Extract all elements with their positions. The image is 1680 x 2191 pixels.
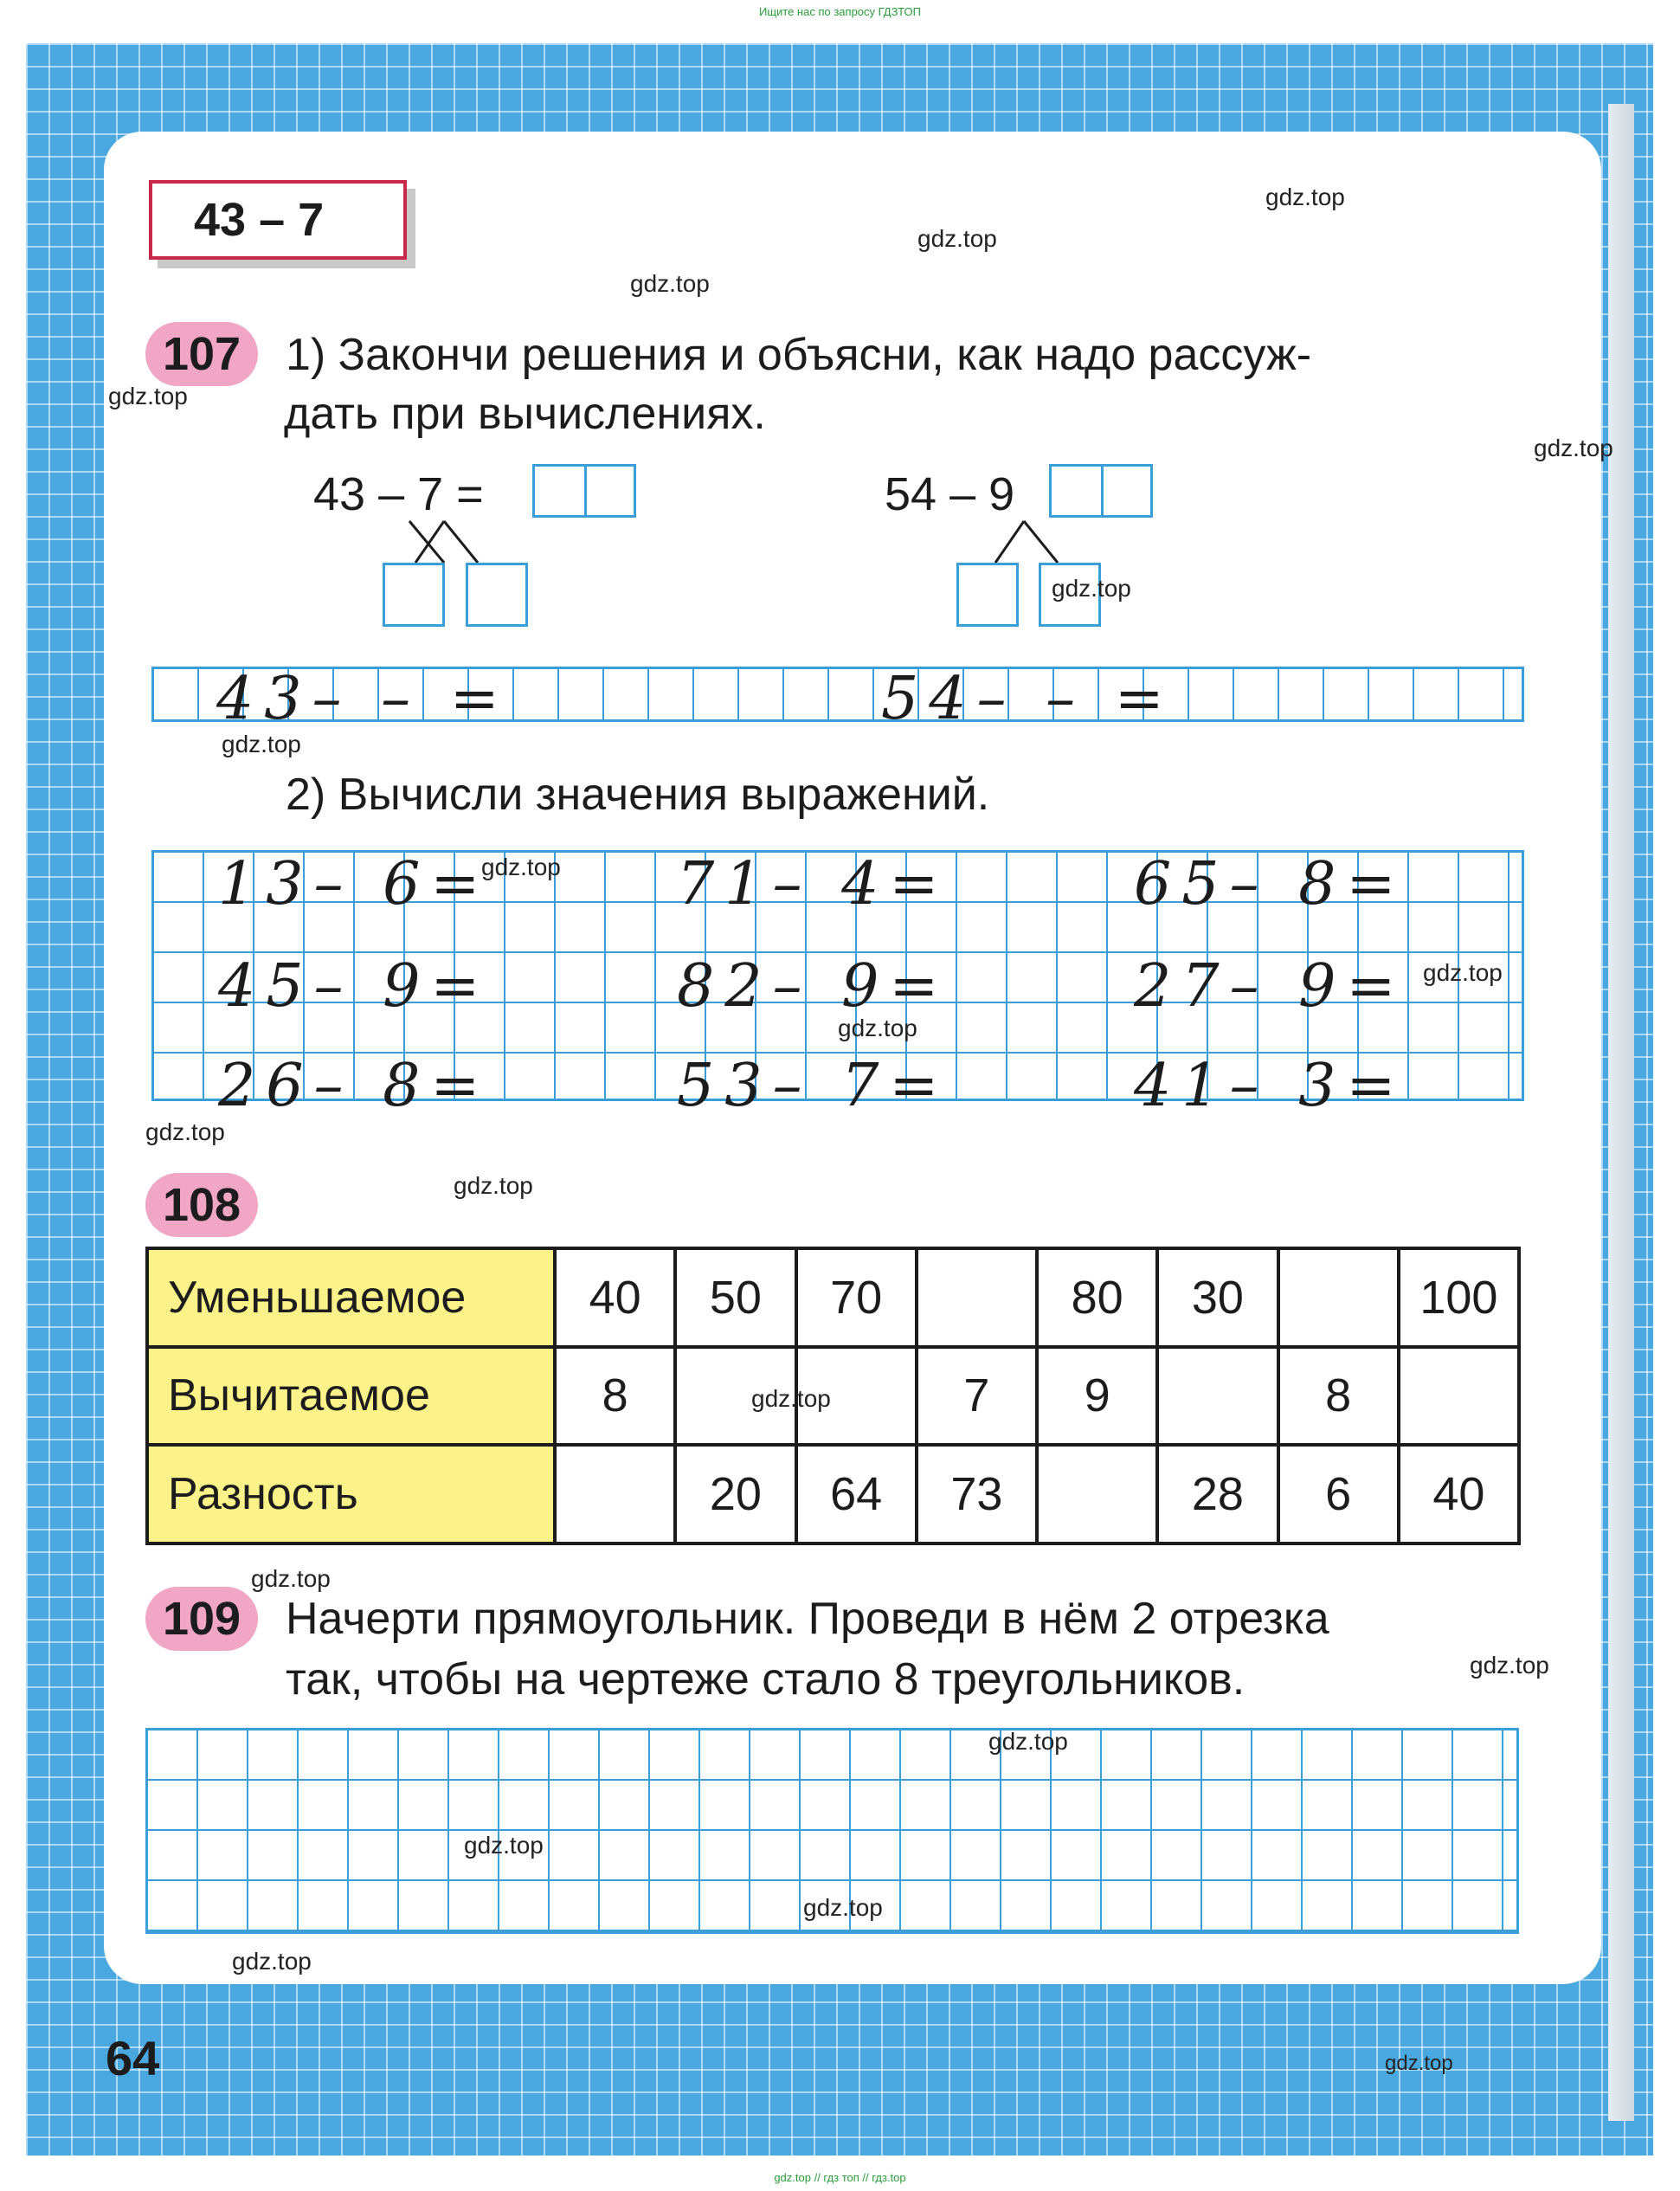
task-107-instruction-2: дать при вычислениях. bbox=[284, 389, 766, 439]
hand-a: 43– – = bbox=[216, 665, 510, 733]
watermark: gdz.top bbox=[454, 1172, 533, 1199]
watermark: gdz.top bbox=[1470, 1652, 1549, 1679]
task-107-badge: 107 bbox=[145, 322, 258, 386]
watermark: gdz.top bbox=[1265, 184, 1345, 210]
topic-title: 43 – 7 bbox=[149, 180, 407, 260]
table-cell[interactable]: 40 bbox=[555, 1248, 675, 1347]
subtask-2-title: 2) Вычисли значения выражений. bbox=[286, 770, 990, 820]
watermark: gdz.top bbox=[108, 383, 188, 409]
top-note: Ищите нас по запросу ГДЗТОП bbox=[758, 5, 921, 18]
watermark: gdz.top bbox=[1534, 435, 1613, 461]
watermark: gdz.top bbox=[222, 731, 301, 757]
table-cell[interactable]: 28 bbox=[1157, 1445, 1278, 1543]
table-cell[interactable] bbox=[1399, 1347, 1519, 1446]
table-row-subtrahend bbox=[147, 1347, 1519, 1446]
page-number: 64 bbox=[106, 2031, 160, 2085]
table-cell[interactable] bbox=[1037, 1445, 1157, 1543]
table-cell[interactable]: 80 bbox=[1037, 1248, 1157, 1347]
watermark: gdz.top bbox=[481, 854, 561, 880]
watermark: gdz.top bbox=[145, 1118, 225, 1145]
table-cell[interactable]: 8 bbox=[555, 1347, 675, 1446]
expr-r3-c1: 26– 8= bbox=[218, 1052, 491, 1120]
table-cell[interactable]: 100 bbox=[1399, 1248, 1519, 1347]
subtraction-table bbox=[145, 1247, 1521, 1545]
watermark: gdz.top bbox=[917, 225, 997, 252]
watermark: gdz.top bbox=[464, 1832, 544, 1859]
table-cell[interactable]: 8 bbox=[1278, 1347, 1399, 1446]
expr-r2-c2: 82– 9= bbox=[677, 952, 949, 1021]
table-cell[interactable]: 7 bbox=[917, 1347, 1037, 1446]
table-cell[interactable]: 50 bbox=[675, 1248, 795, 1347]
watermark: gdz.top bbox=[251, 1565, 331, 1592]
table-cell[interactable]: 30 bbox=[1157, 1248, 1278, 1347]
table-row-minuend bbox=[147, 1248, 1519, 1347]
table-row-difference bbox=[147, 1445, 1519, 1543]
task-107-instruction-1: 1) Закончи решения и объясни, как надо рассуж- bbox=[286, 330, 1312, 380]
table-cell[interactable]: 40 bbox=[1399, 1445, 1519, 1543]
table-cell[interactable]: 6 bbox=[1278, 1445, 1399, 1543]
watermark: gdz.top bbox=[232, 1948, 312, 1975]
watermark: gdz.top bbox=[1423, 959, 1503, 986]
split-box-a2[interactable] bbox=[466, 563, 528, 627]
watermark: gdz.top bbox=[838, 1015, 917, 1041]
split-box-b1[interactable] bbox=[956, 563, 1019, 627]
expr-r1-c2: 71– 4= bbox=[677, 850, 949, 918]
task-109-line-1: Начерти прямоугольник. Проведи в нём 2 отрезка bbox=[286, 1594, 1329, 1644]
bottom-note: gdz.top // гдз топ // гдз.top bbox=[774, 2171, 906, 2184]
table-cell[interactable] bbox=[917, 1248, 1037, 1347]
table-cell[interactable] bbox=[1157, 1347, 1278, 1446]
task-109-line-2: так, чтобы на чертеже стало 8 треугольников. bbox=[286, 1654, 1246, 1704]
watermark: gdz.top bbox=[988, 1728, 1068, 1755]
task-108-badge: 108 bbox=[145, 1173, 258, 1237]
example-b: 54 – 9 bbox=[885, 468, 1015, 520]
row-label: Разность bbox=[147, 1445, 555, 1543]
watermark: gdz.top bbox=[1385, 2052, 1453, 2075]
example-a: 43 – 7 = bbox=[313, 468, 484, 520]
table-cell[interactable]: 64 bbox=[796, 1445, 917, 1543]
watermark: gdz.top bbox=[1052, 575, 1131, 602]
expr-r1-c3: 65– 8= bbox=[1134, 850, 1406, 918]
table-cell[interactable]: 73 bbox=[917, 1445, 1037, 1543]
expr-r3-c3: 41– 3= bbox=[1134, 1052, 1406, 1120]
table-cell[interactable]: 9 bbox=[1037, 1347, 1157, 1446]
table-cell[interactable]: 70 bbox=[796, 1248, 917, 1347]
hand-b: 54– – = bbox=[881, 665, 1175, 733]
table-cell[interactable]: 20 bbox=[675, 1445, 795, 1543]
watermark: gdz.top bbox=[803, 1894, 883, 1921]
watermark: gdz.top bbox=[630, 270, 710, 297]
split-box-a1[interactable] bbox=[383, 563, 445, 627]
table-cell[interactable] bbox=[1278, 1248, 1399, 1347]
expr-r2-c3: 27– 9= bbox=[1134, 952, 1406, 1021]
decomposition-lines bbox=[0, 0, 1680, 693]
row-label: Уменьшаемое bbox=[147, 1248, 555, 1347]
row-label: Вычитаемое bbox=[147, 1347, 555, 1446]
table-cell[interactable] bbox=[555, 1445, 675, 1543]
expr-r1-c1: 13– 6= bbox=[218, 850, 491, 918]
expr-r2-c1: 45– 9= bbox=[218, 952, 491, 1021]
watermark: gdz.top bbox=[751, 1385, 831, 1412]
task-109-badge: 109 bbox=[145, 1587, 258, 1651]
expr-r3-c2: 53– 7= bbox=[677, 1052, 949, 1120]
